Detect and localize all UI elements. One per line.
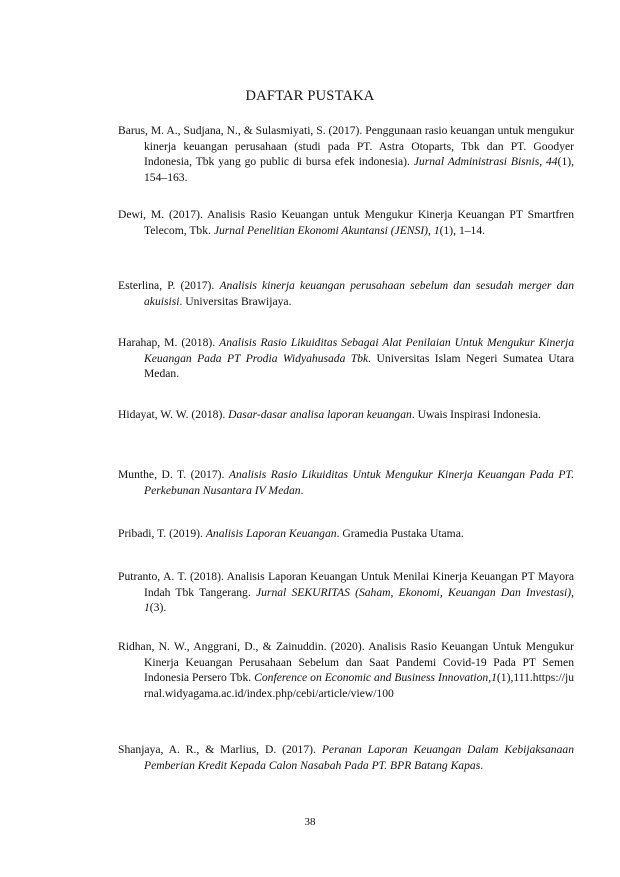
reference-text: . Gramedia Pustaka Utama. [336,527,464,540]
reference-text: Ridhan, N. W., Anggrani, D., & Zainuddin. (2020). Analisis Rasio Keuangan Untuk Mengukur Kinerja Keuangan Perusahaan Sebelum dan Saat Pandemi Covid-19 Pada PT Semen Indonesia Persero Tbk. [118,640,574,685]
reference-text: . [480,758,484,772]
reference-source: Peranan Laporan Keuangan Dalam Kebijaksanaan Pemberian Kredit Kepada Calon Nasabah Pada PT. BPR Batang Kapas [144,743,574,772]
reference-source: Dasar-dasar analisa laporan keuangan [228,408,412,421]
reference-url: (1),111.https://jurnal.widyagama.ac.id/index.php/cebi/article/view/100 [144,671,574,700]
reference-source: Analisis kinerja keuangan perusahaan sebelum dan sesudah merger dan akuisisi [144,279,574,308]
reference-text: (1), 1–14. [439,223,486,237]
reference-item [118,569,574,616]
reference-text: Pribadi, T. (2019). [118,527,206,540]
reference-item [118,123,574,185]
reference-item [118,742,574,773]
reference-text: . [300,483,304,497]
reference-source: Analisis Rasio Likuiditas Untuk Mengukur Kinerja Keuangan Pada PT. Perkebunan Nusantara IV Medan [144,468,574,497]
reference-text: . Uwais Inspirasi Indonesia. [411,408,541,421]
page-number: 38 [304,816,316,828]
reference-source: Jurnal Administrasi Bisnis, 44 [413,155,558,169]
reference-item [118,207,574,238]
reference-text: Barus, M. A., Sudjana, N., & Sulasmiyati, S. (2017). Penggunaan rasio keuangan untuk mengukur kinerja keuangan perusahaan (studi pada PT. Astra Otoparts, Tbk dan PT. Goodyer Indonesia, Tbk yang go public di bursa efek indonesia). [118,124,574,169]
reference-source: Jurnal SEKURITAS (Saham, Ekonomi, Keuangan Dan Investasi), 1 [144,585,574,615]
reference-text: Universitas Islam Negeri Sumatea Utara Medan. [144,351,574,381]
reference-source: Analisis Laporan Keuangan [205,527,337,540]
reference-text: Esterlina, P. (2017). [118,279,220,292]
reference-item [118,467,574,498]
page-title: DAFTAR PUSTAKA [245,88,375,104]
reference-source: Analisis Rasio Likuiditas Sebagai Alat Penilaian Untuk Mengukur Kinerja Keuangan Pada PT Prodia Widyahusada Tbk. [144,336,575,365]
reference-text: (1), 154–163. [144,155,574,184]
reference-text: Shanjaya, A. R., & Marlius, D. (2017). [118,743,322,756]
reference-source: Jurnal Penelitian Ekonomi Akuntansi (JENSI), 1 [213,223,440,237]
reference-text: Hidayat, W. W. (2018). [118,408,229,421]
reference-item [118,407,574,423]
reference-item [118,639,574,701]
reference-text: Munthe, D. T. (2017). [118,468,229,481]
reference-item [118,335,574,382]
reference-text: Harahap, M. (2018). [118,336,220,349]
reference-item [118,526,574,542]
reference-text: . Universitas Brawijaya. [179,294,292,308]
reference-text: Putranto, A. T. (2018). Analisis Laporan Keuangan Untuk Menilai Kinerja Keuangan PT Mayora Indah Tbk Tangerang. [118,570,574,599]
reference-text: Dewi, M. (2017). Analisis Rasio Keuangan untuk Mengukur Kinerja Keuangan PT Smartfren Telecom, Tbk. [118,208,574,237]
reference-source: Conference on Economic and Business Innovation,1 [254,671,497,685]
reference-text: (3). [149,601,167,615]
reference-item [118,278,574,309]
